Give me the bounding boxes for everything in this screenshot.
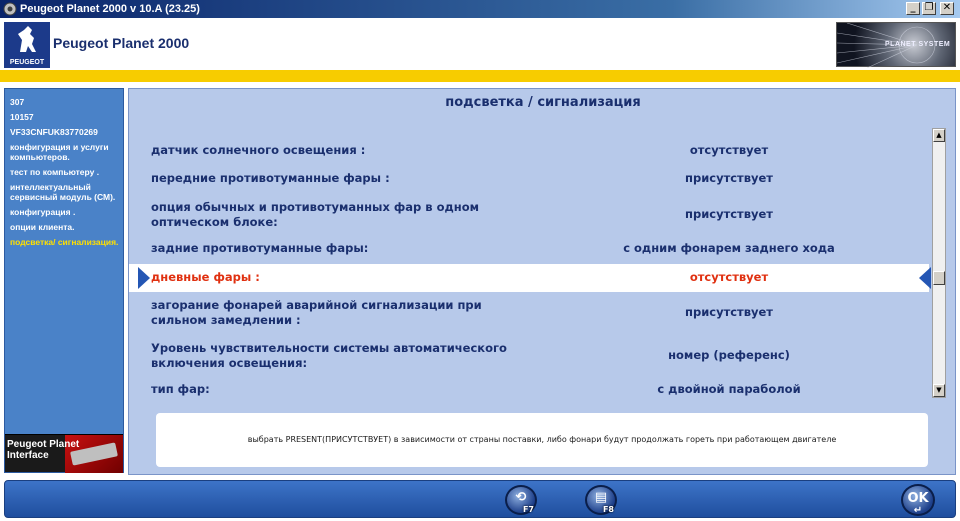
f8-key-label: F8 <box>602 505 614 514</box>
row-value: присутствует <box>685 171 773 185</box>
app-icon <box>3 2 17 16</box>
scroll-down-button[interactable]: ▼ <box>933 384 945 397</box>
parameter-list <box>129 131 929 399</box>
ok-label: OK <box>907 491 929 506</box>
f8-button[interactable] <box>585 485 617 515</box>
close-button[interactable]: ✕ <box>940 2 954 15</box>
sidebar-item-service-module[interactable]: интеллектуальный сервисный модуль (СМ). <box>10 182 116 202</box>
sidebar-item-client-options[interactable]: опции клиента. <box>10 222 75 232</box>
help-text: выбрать PRESENT(ПРИСУТСТВУЕТ) в зависимости от страны поставки, либо фонари будут продолжать гореть при работающем двигателе <box>247 435 837 444</box>
row-label: датчик солнечного освещения : <box>151 143 366 157</box>
sidebar-item-config-services[interactable]: конфигурация и услуги компьютеров. <box>10 142 109 162</box>
sidebar-item-model: 307 <box>10 97 25 107</box>
scroll-up-button[interactable]: ▲ <box>933 129 945 142</box>
title-bar <box>0 0 960 18</box>
interface-badge <box>5 434 123 472</box>
list-item[interactable] <box>129 171 929 189</box>
window-title: Peugeot Planet 2000 v 10.A (23.25) <box>20 3 200 15</box>
row-label: тип фар: <box>151 382 210 396</box>
interface-label: Peugeot Planet Interface <box>7 439 80 461</box>
restore-button[interactable]: ❐ <box>922 2 936 15</box>
row-marker-right-icon <box>919 267 931 289</box>
scroll-thumb[interactable] <box>933 271 945 285</box>
accent-bar <box>0 70 960 82</box>
brand-text: PLANET SYSTEM <box>885 41 951 48</box>
bottom-toolbar <box>4 480 956 518</box>
sidebar-item-vin: VF33CNFUK83770269 <box>10 127 98 137</box>
list-item[interactable] <box>129 143 929 161</box>
help-text-box <box>156 413 928 467</box>
list-item[interactable] <box>129 382 929 400</box>
list-item[interactable] <box>129 341 929 373</box>
row-label: дневные фары : <box>151 270 260 284</box>
selected-row[interactable] <box>129 264 929 292</box>
logo-text: PEUGEOT <box>9 59 45 66</box>
sidebar-items <box>10 97 122 252</box>
row-value: присутствует <box>685 305 773 319</box>
peugeot-logo <box>4 22 50 68</box>
planet-system-logo <box>836 22 956 67</box>
list-item[interactable] <box>129 298 929 330</box>
ok-button[interactable] <box>901 484 935 516</box>
row-value: отсутствует <box>689 270 769 284</box>
sidebar-item-lighting-signaling[interactable]: подсветка/ сигнализация. <box>10 237 119 247</box>
row-label: Уровень чувствительности системы автоматического включения освещения: <box>151 341 507 370</box>
row-label: задние противотуманные фары: <box>151 241 369 255</box>
row-value: отсутствует <box>689 143 769 157</box>
header <box>0 18 960 70</box>
row-value: с двойной параболой <box>657 382 801 396</box>
lion-icon <box>4 22 50 58</box>
row-label: загорание фонарей аварийной сигнализации при сильном замедлении : <box>151 298 482 327</box>
page-title: подсветка / сигнализация <box>445 95 641 110</box>
list-item[interactable] <box>129 241 929 259</box>
row-value: присутствует <box>685 207 773 221</box>
row-label: передние противотуманные фары : <box>151 171 390 185</box>
f7-button[interactable] <box>505 485 537 515</box>
sidebar-item-code: 10157 <box>10 112 34 122</box>
row-marker-left-icon <box>138 267 150 289</box>
row-value: номер (референс) <box>668 348 790 362</box>
row-label: опция обычных и противотуманных фар в одном оптическом блоке: <box>151 200 480 229</box>
sidebar-item-computer-test[interactable]: тест по компьютеру . <box>10 167 100 177</box>
scrollbar[interactable] <box>932 128 946 398</box>
main-panel <box>128 88 956 475</box>
refresh-icon: ⟲ <box>515 490 527 505</box>
app-name: Peugeot Planet 2000 <box>53 35 190 51</box>
row-value: с одним фонарем заднего хода <box>623 241 835 255</box>
minimize-button[interactable]: _ <box>906 2 920 15</box>
sidebar-item-configuration[interactable]: конфигурация . <box>10 207 76 217</box>
f7-key-label: F7 <box>522 505 534 514</box>
enter-arrow-icon: ↵ <box>913 505 923 516</box>
list-item[interactable] <box>129 200 929 232</box>
printer-icon: ▤ <box>594 490 608 505</box>
sidebar <box>4 88 124 473</box>
